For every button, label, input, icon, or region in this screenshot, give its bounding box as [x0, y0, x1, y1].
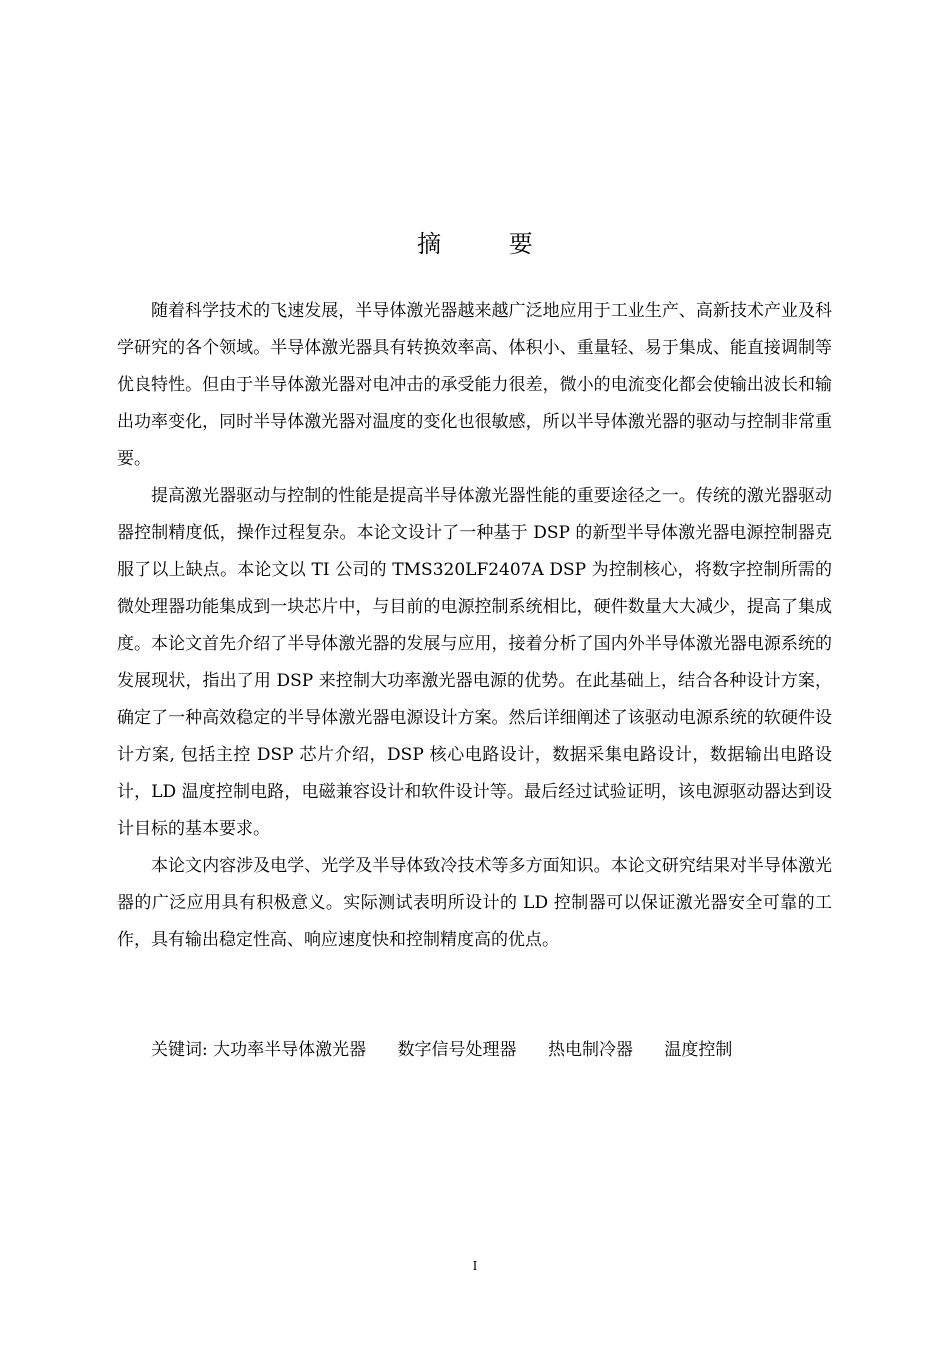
abstract-paragraph-3: 本论文内容涉及电学、光学及半导体致冷技术等多方面知识。本论文研究结果对半导体激光器的广泛应用具有积极意义。实际测试表明所设计的 LD 控制器可以保证激光器安全可靠的工作，具有输出稳定性高、响应速度快和控制精度高的优点。 — [117, 856, 832, 950]
keyword-4: 温度控制 — [664, 1040, 733, 1060]
keywords-line — [151, 1035, 758, 1065]
keywords-label: 关键词: — [151, 1040, 208, 1060]
keyword-3: 热电制冷器 — [547, 1040, 633, 1060]
page-number: I — [472, 1259, 478, 1273]
abstract-body — [117, 293, 832, 959]
abstract-title: 摘 要 — [417, 230, 563, 258]
keyword-2: 数字信号处理器 — [397, 1040, 517, 1060]
abstract-paragraph-2: 提高激光器驱动与控制的性能是提高半导体激光器性能的重要途径之一。传统的激光器驱动器控制精度低，操作过程复杂。本论文设计了一种基于 DSP 的新型半导体激光器电源控制器克服了以上缺点。本论文以 TI 公司的 TMS320LF2407A DSP 为控制核心，将数字控制所需的微处理器功能集成到一块芯片中，与目前的电源控制系统相比，硬件数量大大减少，提高了集成度。本论文首先介绍了半导体激光器的发展与应用，接着分析了国内外半导体激光器电源系统的发展现状，指出了用 DSP 来控制大功率激光器电源的优势。在此基础上，结合各种设计方案，确定了一种高效稳定的半导体激光器电源设计方案。然后详细阐述了该驱动电源系统的软硬件设计方案, 包括主控 DSP 芯片介绍，DSP 核心电路设计，数据采集电路设计，数据输出电路设计，LD 温度控制电路，电磁兼容设计和软件设计等。最后经过试验证明，该电源驱动器达到设计目标的基本要求。 — [117, 486, 832, 839]
keyword-1: 大功率半导体激光器 — [213, 1040, 367, 1060]
abstract-paragraph-1: 随着科学技术的飞速发展，半导体激光器越来越广泛地应用于工业生产、高新技术产业及科学研究的各个领域。半导体激光器具有转换效率高、体积小、重量轻、易于集成、能直接调制等优良特性。但由于半导体激光器对电冲击的承受能力很差，微小的电流变化都会使输出波长和输出功率变化，同时半导体激光器对温度的变化也很敏感，所以半导体激光器的驱动与控制非常重要。 — [117, 301, 832, 469]
